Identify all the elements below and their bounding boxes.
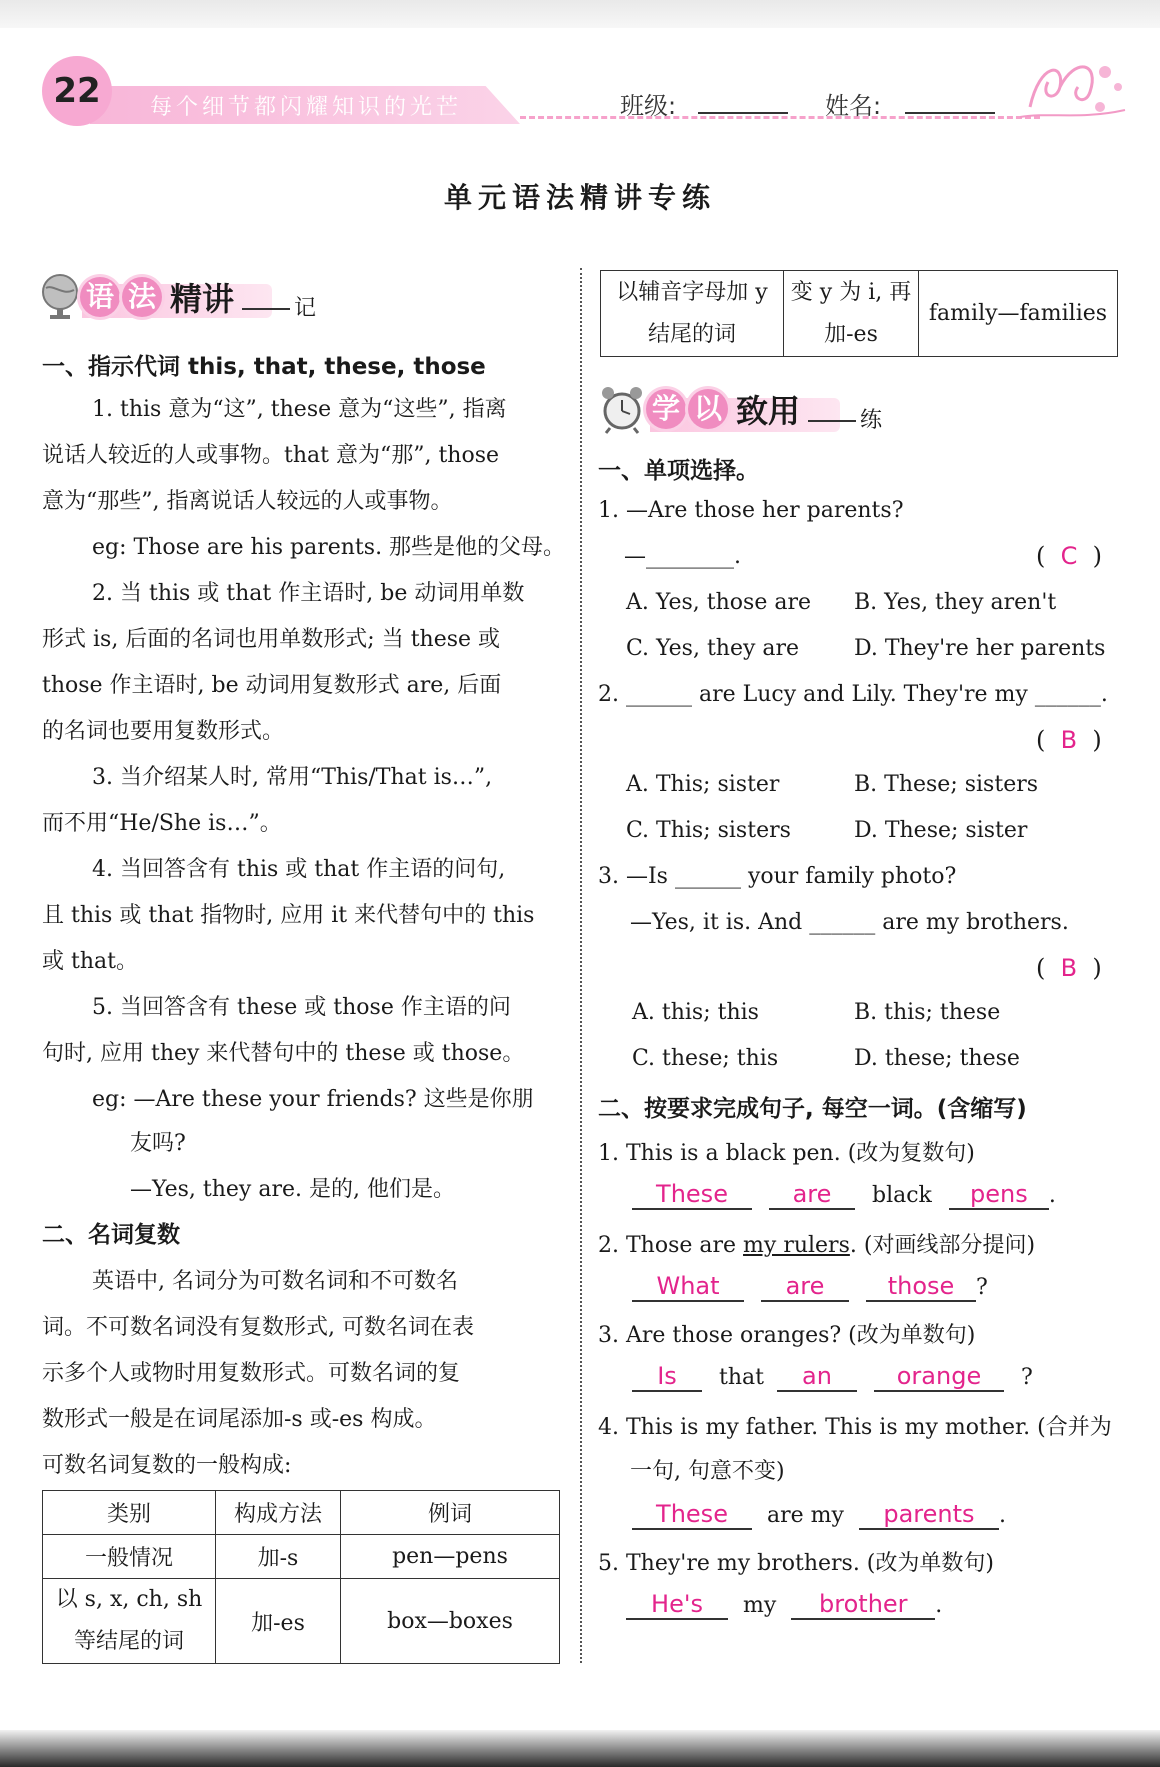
s2-blank-3: those (866, 1272, 976, 1302)
section-head-grammar (40, 272, 316, 322)
class-blank (698, 112, 788, 114)
para-6d: 数形式一般是在词尾添加-s 或-es 构成。 (42, 1407, 437, 1432)
table-cell: family—families (919, 271, 1118, 357)
q3-stem: 3. —Is ______ your family photo? (598, 864, 957, 889)
s3-question: 3. Are those oranges? (改为单数句) (598, 1323, 976, 1348)
para-7: 可数名词复数的一般构成: (42, 1453, 292, 1478)
para-6c: 示多个人或物时用复数形式。可数名词的复 (42, 1361, 461, 1386)
para-2a: 2. 当 this 或 that 作主语时, be 动词用单数 (92, 581, 525, 606)
section-head-practice (598, 384, 882, 434)
q2-option-c: C. This; sisters (626, 818, 791, 843)
q1-answer: C (1060, 542, 1078, 570)
head-sub: 记 (242, 291, 316, 322)
para-1a: 1. this 意为“这”, these 意为“这些”, 指离 (92, 397, 507, 422)
s2-blank-2: are (761, 1272, 849, 1302)
header-dashed-line (520, 116, 1040, 119)
example-1: eg: Those are his parents. 那些是他的父母。 (92, 535, 566, 560)
table-header: 构成方法 (216, 1491, 341, 1535)
s3-answer-line (632, 1362, 1033, 1392)
q2-stem: 2. ______ are Lucy and Lily. They're my ______. (598, 682, 1108, 707)
q2-option-b: B. These; sisters (854, 772, 1039, 797)
para-5a: 5. 当回答含有 these 或 those 作主语的问 (92, 995, 511, 1020)
column-divider (580, 268, 582, 1663)
bottom-edge (0, 1730, 1160, 1767)
s1-question: 1. This is a black pen. (改为复数句) (598, 1141, 975, 1166)
table-header: 例词 (341, 1491, 560, 1535)
s3-end: ? (1020, 1365, 1033, 1390)
para-1b: 说话人较近的人或事物。that 意为“那”, those (42, 443, 500, 468)
table-cell: 以辅音字母加 y 结尾的词 (601, 271, 784, 357)
table-cell: 加-es (216, 1579, 341, 1664)
s4-blank-1: These (632, 1500, 752, 1530)
head-sub: 练 (808, 403, 882, 434)
q1-option-a: A. Yes, those are (626, 590, 811, 615)
s1-blank-2: are (769, 1180, 855, 1210)
q3-option-b: B. this; these (854, 1000, 1001, 1025)
q3-option-d: D. these; these (854, 1046, 1020, 1071)
s3-blank-2: an (777, 1362, 857, 1392)
table-header-row (43, 1491, 560, 1535)
table-row (601, 271, 1118, 357)
table-cell: 一般情况 (43, 1535, 216, 1579)
flourish-ornament-icon (1020, 52, 1130, 122)
banner-slogan: 每个细节都闪耀知识的光芒 (150, 95, 463, 120)
globe-icon (40, 272, 80, 322)
heading-demonstratives: 一、指示代词 this, that, these, those (42, 354, 486, 380)
para-5b: 句时, 应用 they 来代替句中的 these 或 those。 (42, 1041, 525, 1066)
para-3a: 3. 当介绍某人时, 常用“This/That is…”, (92, 765, 493, 790)
q3-answer: B (1060, 954, 1078, 982)
s1-blank-1: These (632, 1180, 752, 1210)
para-4a: 4. 当回答含有 this 或 that 作主语的问句, (92, 857, 506, 882)
s2-answer-line (632, 1272, 988, 1302)
page-title: 单元语法精讲专练 (443, 181, 716, 214)
table-cell: pen—pens (341, 1535, 560, 1579)
para-2d: 的名词也要用复数形式。 (42, 719, 285, 744)
heading-multiple-choice: 一、单项选择。 (598, 458, 759, 484)
heading-plurals: 二、名词复数 (42, 1222, 180, 1248)
head-char-2: 以 (688, 389, 728, 429)
s4-end: . (998, 1503, 1006, 1528)
head-char-2: 法 (122, 277, 162, 317)
q1-option-b: B. Yes, they aren't (854, 590, 1057, 615)
top-edge (0, 0, 1160, 28)
s5-mid-word: my (743, 1593, 777, 1618)
para-2b: 形式 is, 后面的名词也用单数形式; 当 these 或 (42, 627, 501, 652)
q1-line2: —________. (624, 544, 741, 569)
q3-option-a: A. this; this (632, 1000, 759, 1025)
s4-answer-line (632, 1500, 1006, 1530)
s1-end: . (1048, 1183, 1056, 1208)
head-word: 致用 (736, 392, 801, 430)
para-2c: those 作主语时, be 动词用复数形式 are, 后面 (42, 673, 502, 698)
s1-blank-3: pens (949, 1180, 1049, 1210)
table-row (43, 1579, 560, 1664)
s1-answer-line (632, 1180, 1056, 1210)
para-4b: 且 this 或 that 指物时, 应用 it 来代替句中的 this (42, 903, 535, 928)
q2-option-a: A. This; sister (626, 772, 780, 797)
q1-option-d: D. They're her parents (854, 636, 1106, 661)
table-cell: 加-s (216, 1535, 341, 1579)
s5-blank-2: brother (791, 1590, 935, 1620)
table-cell: 以 s, x, ch, sh 等结尾的词 (43, 1579, 216, 1664)
head-char-1: 语 (80, 277, 120, 317)
s2-blank-1: What (632, 1272, 744, 1302)
s4-question-2: 一句, 句意不变) (630, 1459, 785, 1484)
q3-line2: —Yes, it is. And ______ are my brothers. (630, 910, 1069, 935)
q2-option-d: D. These; sister (854, 818, 1028, 843)
s1-mid-word: black (872, 1183, 932, 1208)
class-label: 班级: (620, 92, 677, 120)
name-label: 姓名: (825, 92, 882, 120)
alarm-clock-icon (598, 384, 646, 434)
plural-rules-table (42, 1490, 560, 1664)
table-cell: box—boxes (341, 1579, 560, 1664)
para-6a: 英语中, 名词分为可数名词和不可数名 (92, 1269, 458, 1294)
name-blank (905, 112, 995, 114)
s2-question-post: . (对画线部分提问) (849, 1233, 1036, 1258)
s5-end: . (935, 1593, 943, 1618)
example-2b: 友吗? (130, 1131, 186, 1156)
q1-option-c: C. Yes, they are (626, 636, 800, 661)
s5-question: 5. They're my brothers. (改为单数句) (598, 1551, 994, 1576)
head-word: 精讲 (170, 280, 235, 318)
para-4c: 或 that。 (42, 949, 138, 974)
s2-underlined-part: my rulers (743, 1233, 850, 1258)
table-cell: 变 y 为 i, 再加-es (784, 271, 919, 357)
s4-blank-2: parents (859, 1500, 999, 1530)
page-number: 22 (42, 56, 112, 126)
q2-answer-bracket: ( B ) (1036, 726, 1102, 754)
table-row (43, 1535, 560, 1579)
plural-rules-table-continued (600, 270, 1118, 357)
s2-question (598, 1228, 1035, 1259)
q2-answer: B (1060, 726, 1078, 754)
s2-end: ? (976, 1275, 988, 1300)
s5-answer-line (626, 1590, 942, 1620)
s4-mid-words: are my (767, 1503, 844, 1528)
s3-blank-1: Is (632, 1362, 702, 1392)
para-3b: 而不用“He/She is…”。 (42, 811, 282, 836)
s3-blank-3: orange (874, 1362, 1004, 1392)
q3-option-c: C. these; this (632, 1046, 779, 1071)
s3-mid-word: that (719, 1365, 764, 1390)
q1-answer-bracket: ( C ) (1036, 542, 1103, 570)
s5-blank-1: He's (626, 1590, 728, 1620)
s2-question-pre: 2. Those are (598, 1233, 744, 1258)
head-char-1: 学 (646, 389, 686, 429)
q3-answer-bracket: ( B ) (1036, 954, 1102, 982)
example-2a: eg: —Are these your friends? 这些是你朋 (92, 1087, 534, 1112)
q1-stem: 1. —Are those her parents? (598, 498, 904, 523)
s4-question-1: 4. This is my father. This is my mother. (合并为 (598, 1415, 1112, 1440)
para-1c: 意为“那些”, 指离说话人较远的人或事物。 (42, 489, 453, 514)
table-header: 类别 (43, 1491, 216, 1535)
para-6b: 词。不可数名词没有复数形式, 可数名词在表 (42, 1315, 474, 1340)
heading-complete-sentences: 二、按要求完成句子, 每空一词。(含缩写) (598, 1096, 1027, 1122)
example-2c: —Yes, they are. 是的, 他们是。 (130, 1177, 455, 1202)
